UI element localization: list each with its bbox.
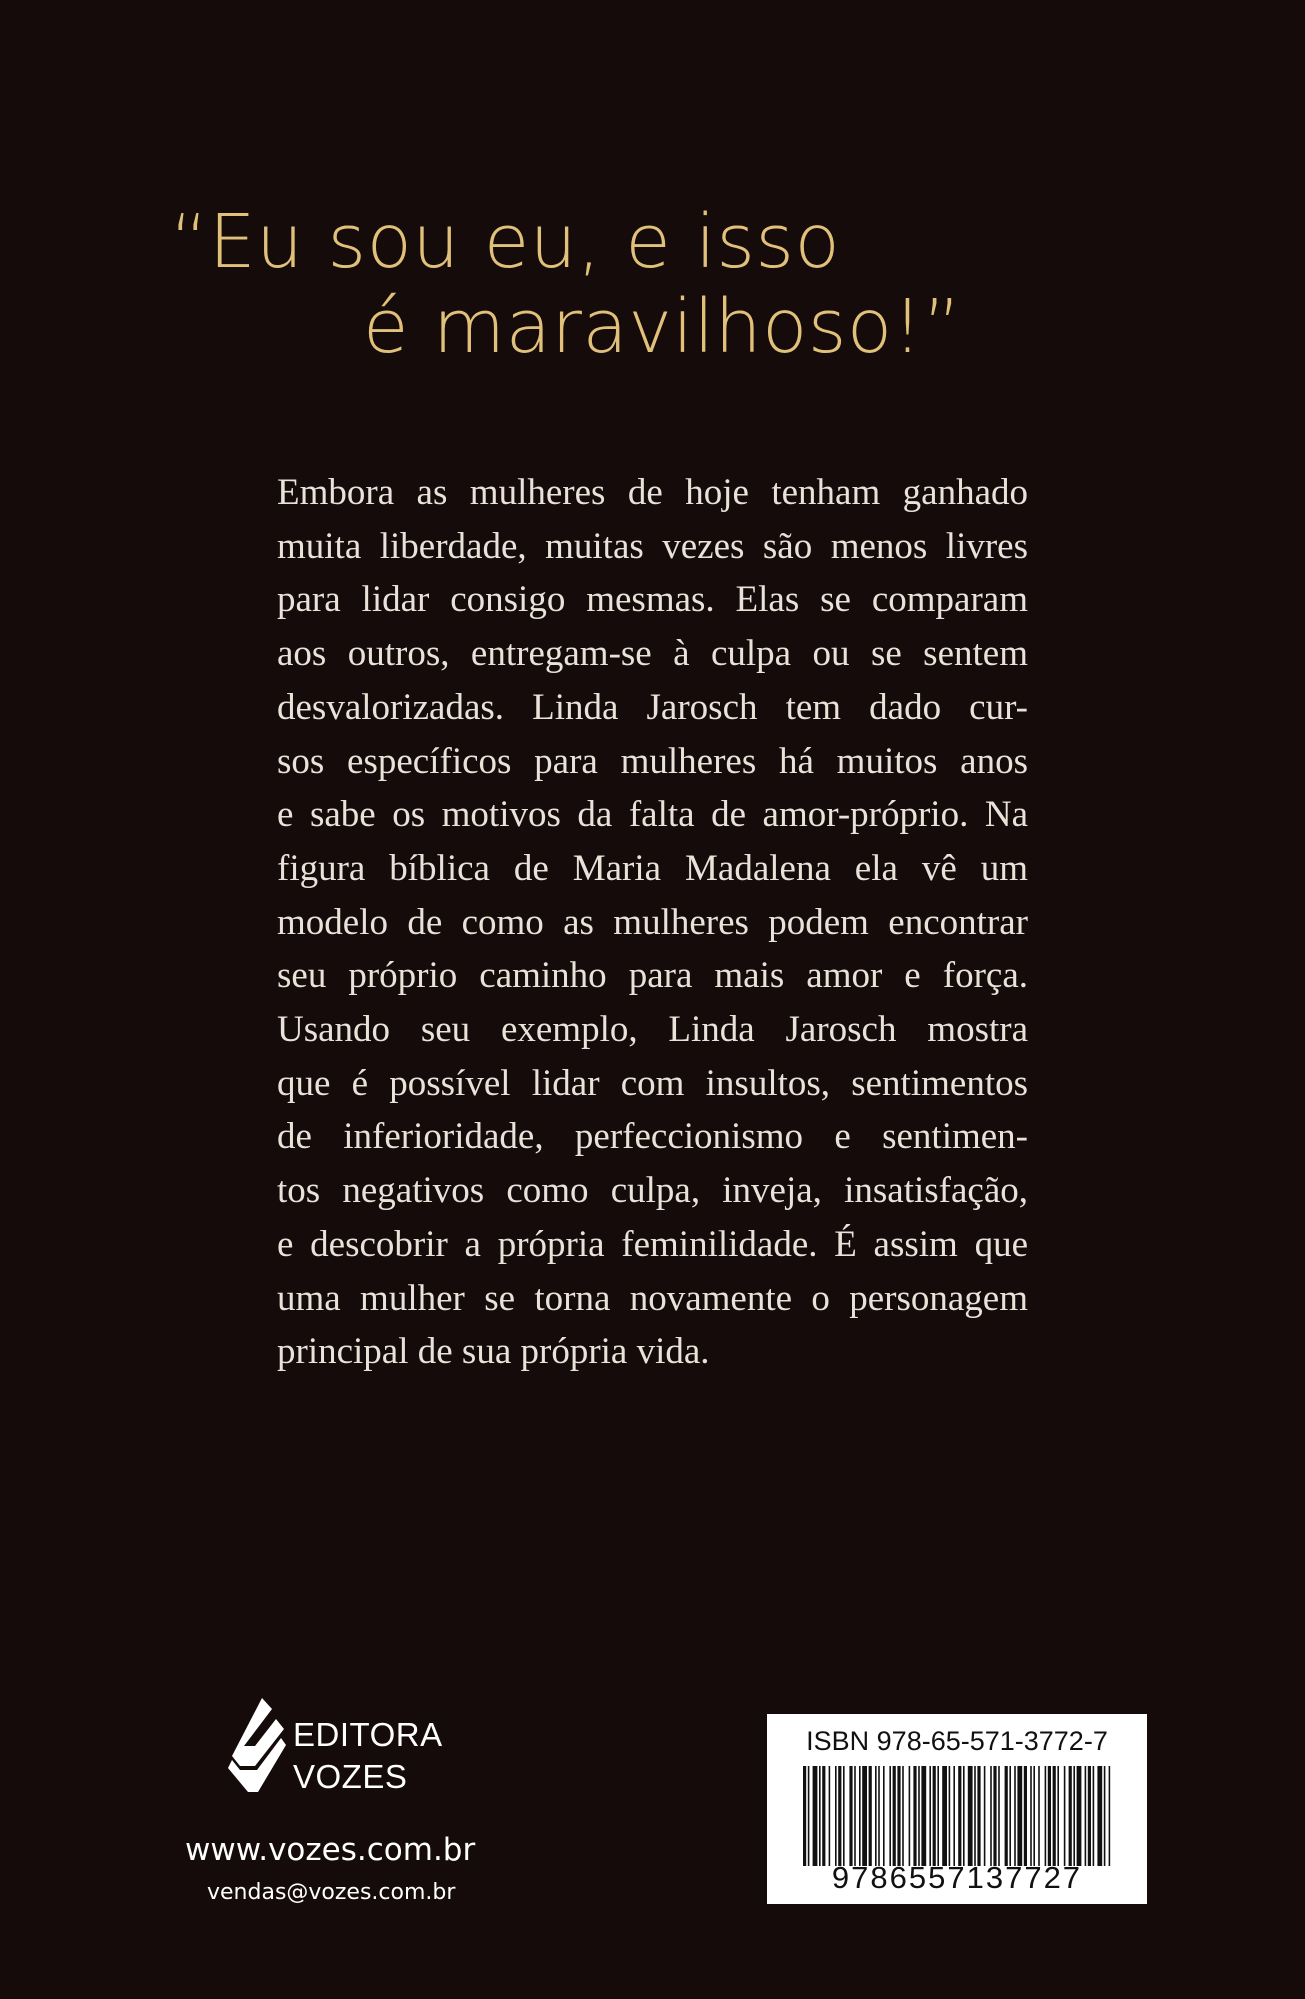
barcode [797, 1766, 1117, 1866]
quote-line-2: é maravilhoso!” [363, 284, 962, 370]
publisher-email[interactable]: vendas@vozes.com.br [207, 1880, 456, 1905]
barcode-bar [889, 1766, 891, 1866]
barcode-bar [1073, 1766, 1075, 1866]
barcode-bar [993, 1766, 996, 1866]
barcode-bar [990, 1766, 992, 1866]
blurb-line: de inferioridade, perfeccionismo e sentimen- [277, 1116, 1028, 1158]
barcode-bar [1045, 1766, 1047, 1866]
blurb-line: aos outros, entregam-se à culpa ou se sentem [277, 633, 1028, 675]
barcode-bar [862, 1766, 867, 1866]
blurb-line: Embora as mulheres de hoje tenham ganhado [277, 472, 1028, 513]
barcode-bar [1097, 1766, 1102, 1866]
barcode-bar [1085, 1766, 1087, 1866]
barcode-bar [958, 1766, 961, 1866]
barcode-bar [1048, 1766, 1051, 1866]
blurb-line: uma mulher se torna novamente o personagem [277, 1277, 1028, 1319]
barcode-bar [819, 1766, 821, 1866]
barcode-bar [829, 1766, 831, 1866]
blurb-line: sos específicos para mulheres há muitos anos [277, 740, 1028, 782]
barcode-bar [1030, 1766, 1032, 1866]
barcode-bar [968, 1766, 973, 1866]
barcode-bar [984, 1766, 986, 1866]
barcode-bar [942, 1766, 947, 1866]
barcode-bar [977, 1766, 980, 1866]
logo-text-vozes: VOZES [293, 1758, 408, 1795]
barcode-bar [1109, 1766, 1111, 1866]
barcode-bar [1104, 1766, 1106, 1866]
barcode-bar [838, 1766, 841, 1866]
barcode-bar [963, 1766, 965, 1866]
barcode-bar [933, 1766, 936, 1866]
blurb-line: para lidar consigo mesmas. Elas se comparam [277, 579, 1028, 621]
barcode-bar [937, 1766, 939, 1866]
isbn-barcode-box [767, 1714, 1147, 1904]
barcode-bar [1064, 1766, 1066, 1866]
barcode-bar [1005, 1766, 1008, 1866]
barcode-bar [883, 1766, 885, 1866]
barcode-bar [1057, 1766, 1059, 1866]
blurb-line: figura bíblica de Maria Madalena ela vê um [277, 847, 1028, 889]
barcode-bar [921, 1766, 926, 1866]
barcode-bar [843, 1766, 845, 1866]
blurb-line: modelo de como as mulheres podem encontrar [277, 901, 1028, 943]
back-cover-blurb [277, 466, 1028, 1379]
barcode-bar [813, 1766, 818, 1866]
barcode-bar [1069, 1766, 1072, 1866]
barcode-bar [974, 1766, 976, 1866]
barcode-bar [1033, 1766, 1035, 1866]
isbn-digits: 9786557137727 [831, 1860, 1083, 1895]
barcode-bar [808, 1766, 810, 1866]
barcode-bar [854, 1766, 856, 1866]
barcode-bar [913, 1766, 916, 1866]
barcode-bar [1088, 1766, 1091, 1866]
blurb-line: seu próprio caminho para mais amor e força. [277, 955, 1028, 997]
barcode-bar [869, 1766, 872, 1866]
barcode-bar [875, 1766, 877, 1866]
barcode-bar [918, 1766, 920, 1866]
blurb-line: e descobrir a própria feminilidade. É assim que [277, 1223, 1028, 1265]
barcode-bar [1053, 1766, 1056, 1866]
barcode-bar [897, 1766, 900, 1866]
blurb-line: que é possível lidar com insultos, sentimentos [277, 1062, 1028, 1104]
barcode-bar [1038, 1766, 1040, 1866]
barcode-bar [822, 1766, 825, 1866]
blurb-line: e sabe os motivos da falta de amor-próprio. Na [277, 794, 1028, 836]
barcode-bar [859, 1766, 861, 1866]
barcode-bar [1009, 1766, 1011, 1866]
barcode-bar [803, 1766, 806, 1866]
publisher-website[interactable]: www.vozes.com.br [185, 1832, 476, 1868]
barcode-bar [909, 1766, 911, 1866]
barcode-bar [902, 1766, 904, 1866]
barcode-bar [878, 1766, 880, 1866]
vozes-logo-icon [228, 1698, 286, 1792]
barcode-bar [1077, 1766, 1082, 1866]
barcode-bar [953, 1766, 955, 1866]
blurb-line: Usando seu exemplo, Linda Jarosch mostra [277, 1009, 1028, 1051]
blurb-line: desvalorizadas. Linda Jarosch tem dado cur- [277, 686, 1028, 728]
barcode-bar [1017, 1766, 1022, 1866]
barcode-bar [1093, 1766, 1095, 1866]
barcode-bar [929, 1766, 931, 1866]
quote-line-1: “Eu sou eu, e isso [170, 199, 841, 285]
barcode-bar [1024, 1766, 1027, 1866]
publisher-logo [228, 1698, 458, 1798]
isbn-label: ISBN 978-65-571-3772-7 [806, 1726, 1108, 1756]
barcode-bar [949, 1766, 951, 1866]
barcode-bar [835, 1766, 837, 1866]
blurb-line: principal de sua própria vida. [277, 1331, 710, 1373]
blurb-line: tos negativos como culpa, inveja, insatisfação, [277, 1170, 1028, 1212]
barcode-bar [998, 1766, 1000, 1866]
barcode-bar [849, 1766, 852, 1866]
barcode-bar [893, 1766, 896, 1866]
logo-text-editora: EDITORA [293, 1716, 443, 1753]
blurb-line: muita liberdade, muitas vezes são menos livres [277, 525, 1028, 567]
barcode-bar [1014, 1766, 1016, 1866]
